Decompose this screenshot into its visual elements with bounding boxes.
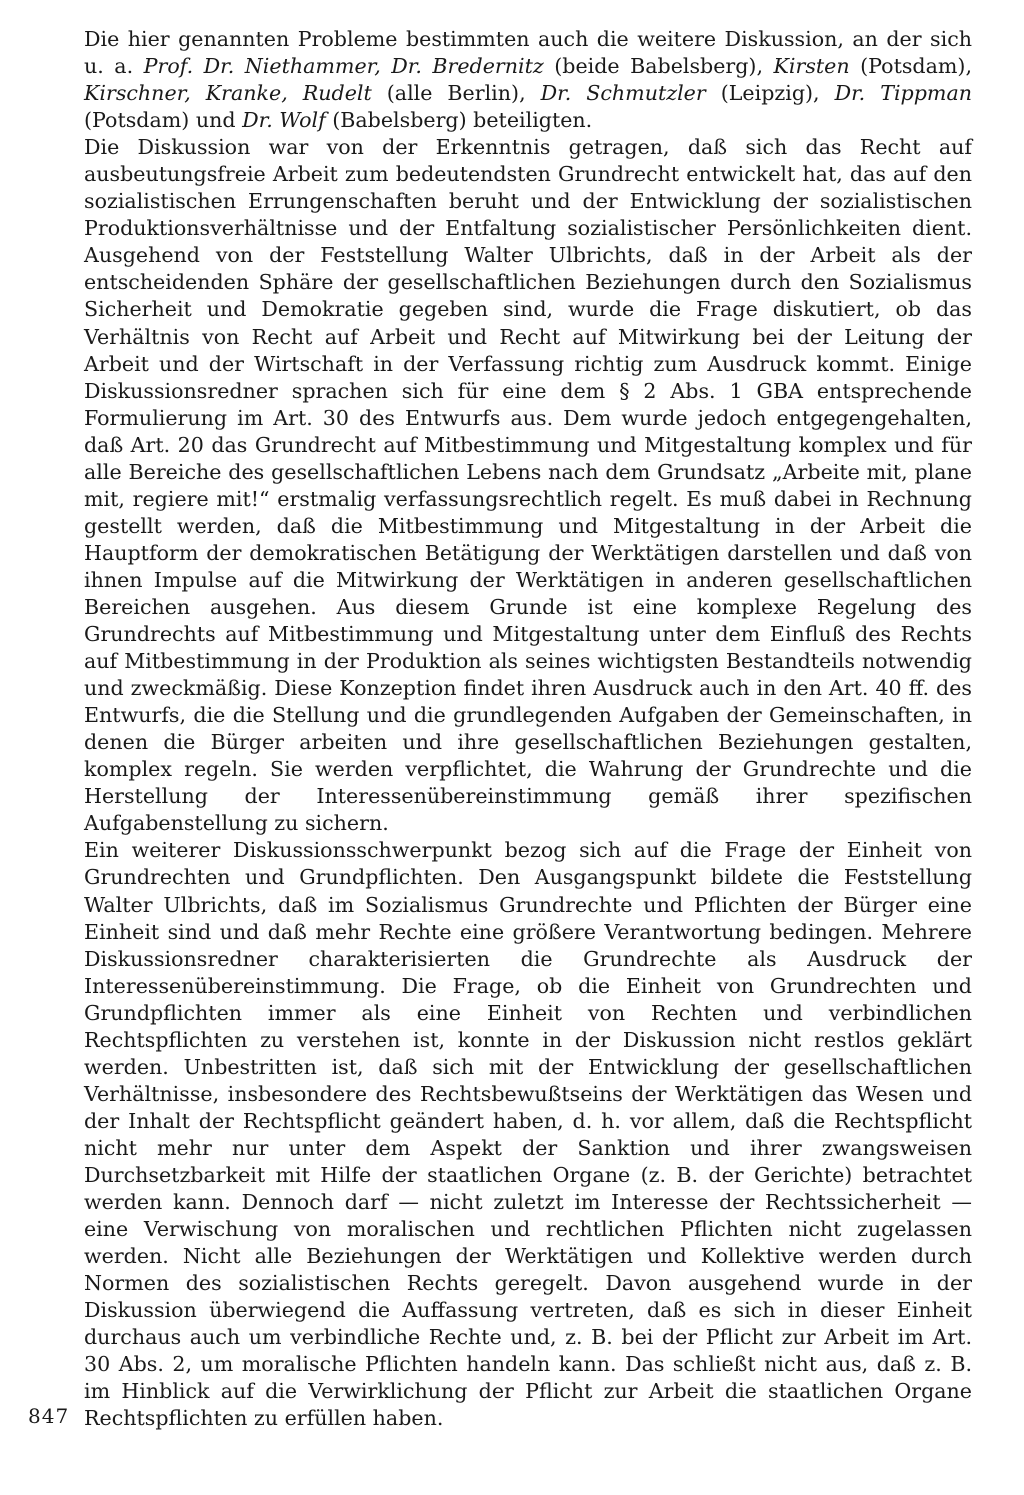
paragraph-participants bbox=[84, 26, 972, 134]
speaker-names: Dr. Schmutzler bbox=[540, 81, 706, 106]
speaker-names: Dr. Tippman bbox=[834, 81, 972, 106]
text-segment: Die hier genannten Probleme bestimmten auch die weitere Diskussion, an der sich u. a. bbox=[84, 27, 972, 79]
text-segment: (alle Berlin), bbox=[371, 81, 541, 106]
speaker-names: Dr. Wolf bbox=[242, 108, 326, 133]
text-segment: Die Diskussion war von der Erkenntnis getragen, daß sich das Recht auf ausbeutungsfreie Arbeit zum bedeutendsten Grundrecht entwickelt hat, das auf den sozialistischen Errungenschaften beruht und der Entwicklung der sozialistischen Produktionsverhältnisse und der Entfaltung sozialistischer Persönlichkeiten dient. Ausgehend von der Feststellung Walter Ulbrichts, daß in der Arbeit als der entscheidenden Sphäre der gesellschaftlichen Beziehungen durch den Sozialismus Sicherheit und Demokratie gegeben sind, wurde die Frage diskutiert, ob das Verhältnis von Recht auf Arbeit und Recht auf Mitwirkung bei der Leitung der Arbeit und der Wirtschaft in der Verfassung richtig zum Ausdruck kommt. Einige Diskussionsredner sprachen sich für eine dem § 2 Abs. 1 GBA entsprechende Formulierung im Art. 30 des Entwurfs aus. Dem wurde jedoch entgegengehalten, daß Art. 20 das Grundrecht auf Mitbestimmung und Mitgestaltung komplex und für alle Bereiche des gesellschaftlichen Lebens nach dem Grundsatz „Arbeite mit, plane mit, regiere mit!“ erstmalig verfassungsrechtlich regelt. Es muß dabei in Rechnung gestellt werden, daß die Mitbestimmung und Mitgestaltung in der Arbeit die Hauptform der demokratischen Betätigung der Werktätigen darstellen und daß von ihnen Impulse auf die Mitwirkung der Werktätigen in anderen gesellschaftlichen Bereichen ausgehen. Aus diesem Grunde ist eine komplexe Regelung des Grundrechts auf Mitbestimmung und Mitgestaltung unter dem Einfluß des Rechts auf Mitbestimmung in der Produktion als seines wichtigsten Bestandteils notwendig und zweckmäßig. Diese Konzeption findet ihren Ausdruck auch in den Art. 40 ff. des Entwurfs, die die Stellung und die grundlegenden Aufgaben der Gemeinschaften, in denen die Bürger arbeiten und ihre gesellschaftlichen Beziehungen gestalten, komplex regeln. Sie werden verpflichtet, die Wahrung der Grundrechte und die Herstellung der Interessenübereinstimmung gemäß ihrer spezifischen Aufgabenstellung zu sichern. bbox=[84, 135, 972, 836]
speaker-names: Kirschner, Kranke, Rudelt bbox=[84, 81, 372, 106]
text-segment: (beide Babelsberg), bbox=[543, 54, 774, 79]
document-body bbox=[84, 26, 972, 1432]
paragraph-right-to-work bbox=[84, 134, 972, 837]
speaker-names: Kirsten bbox=[773, 54, 850, 79]
speaker-names: Prof. Dr. Niethammer, Dr. Bredernitz bbox=[143, 54, 544, 79]
text-segment: (Potsdam), bbox=[849, 54, 972, 79]
text-segment: (Potsdam) und bbox=[84, 108, 243, 133]
text-segment: (Babelsberg) beteiligten. bbox=[325, 108, 593, 133]
text-segment: Ein weiterer Diskussionsschwerpunkt bezog sich auf die Frage der Einheit von Grundrechten und Grundpflichten. Den Ausgangspunkt bildete die Feststellung Walter Ulbrichts, daß im Sozialismus Grundrechte und Pflichten der Bürger eine Einheit sind und daß mehr Rechte eine größere Verantwortung bedingen. Mehrere Diskussionsredner charakterisierten die Grundrechte als Ausdruck der Interessenübereinstimmung. Die Frage, ob die Einheit von Grundrechten und Grundpflichten immer als eine Einheit von Rechten und verbindlichen Rechtspflichten zu verstehen ist, konnte in der Diskussion nicht restlos geklärt werden. Unbestritten ist, daß sich mit der Entwicklung der gesellschaftlichen Verhältnisse, insbesondere des Rechtsbewußtseins der Werktätigen das Wesen und der Inhalt der Rechtspflicht geändert haben, d. h. vor allem, daß die Rechtspflicht nicht mehr nur unter dem Aspekt der Sanktion und ihrer zwangsweisen Durchsetzbarkeit mit Hilfe der staatlichen Organe (z. B. der Gerichte) betrachtet werden kann. Dennoch darf — nicht zuletzt im Interesse der Rechtssicherheit — eine Verwischung von moralischen und rechtlichen Pflichten nicht zugelassen werden. Nicht alle Beziehungen der Werktätigen und Kollektive werden durch Normen des sozialistischen Rechts geregelt. Davon ausgehend wurde in der Diskussion überwiegend die Auffassung vertreten, daß es sich in dieser Einheit durchaus auch um verbindliche Rechte und, z. B. bei der Pflicht zur Arbeit im Art. 30 Abs. 2, um moralische Pflichten handeln kann. Das schließt nicht aus, daß z. B. im Hinblick auf die Verwirklichung der Pflicht zur Arbeit die staatlichen Organe Rechtspflichten zu erfüllen haben. bbox=[84, 838, 972, 1431]
page-number: 847 bbox=[28, 1404, 70, 1428]
paragraph-rights-and-duties bbox=[84, 837, 972, 1432]
text-segment: (Leipzig), bbox=[705, 81, 835, 106]
